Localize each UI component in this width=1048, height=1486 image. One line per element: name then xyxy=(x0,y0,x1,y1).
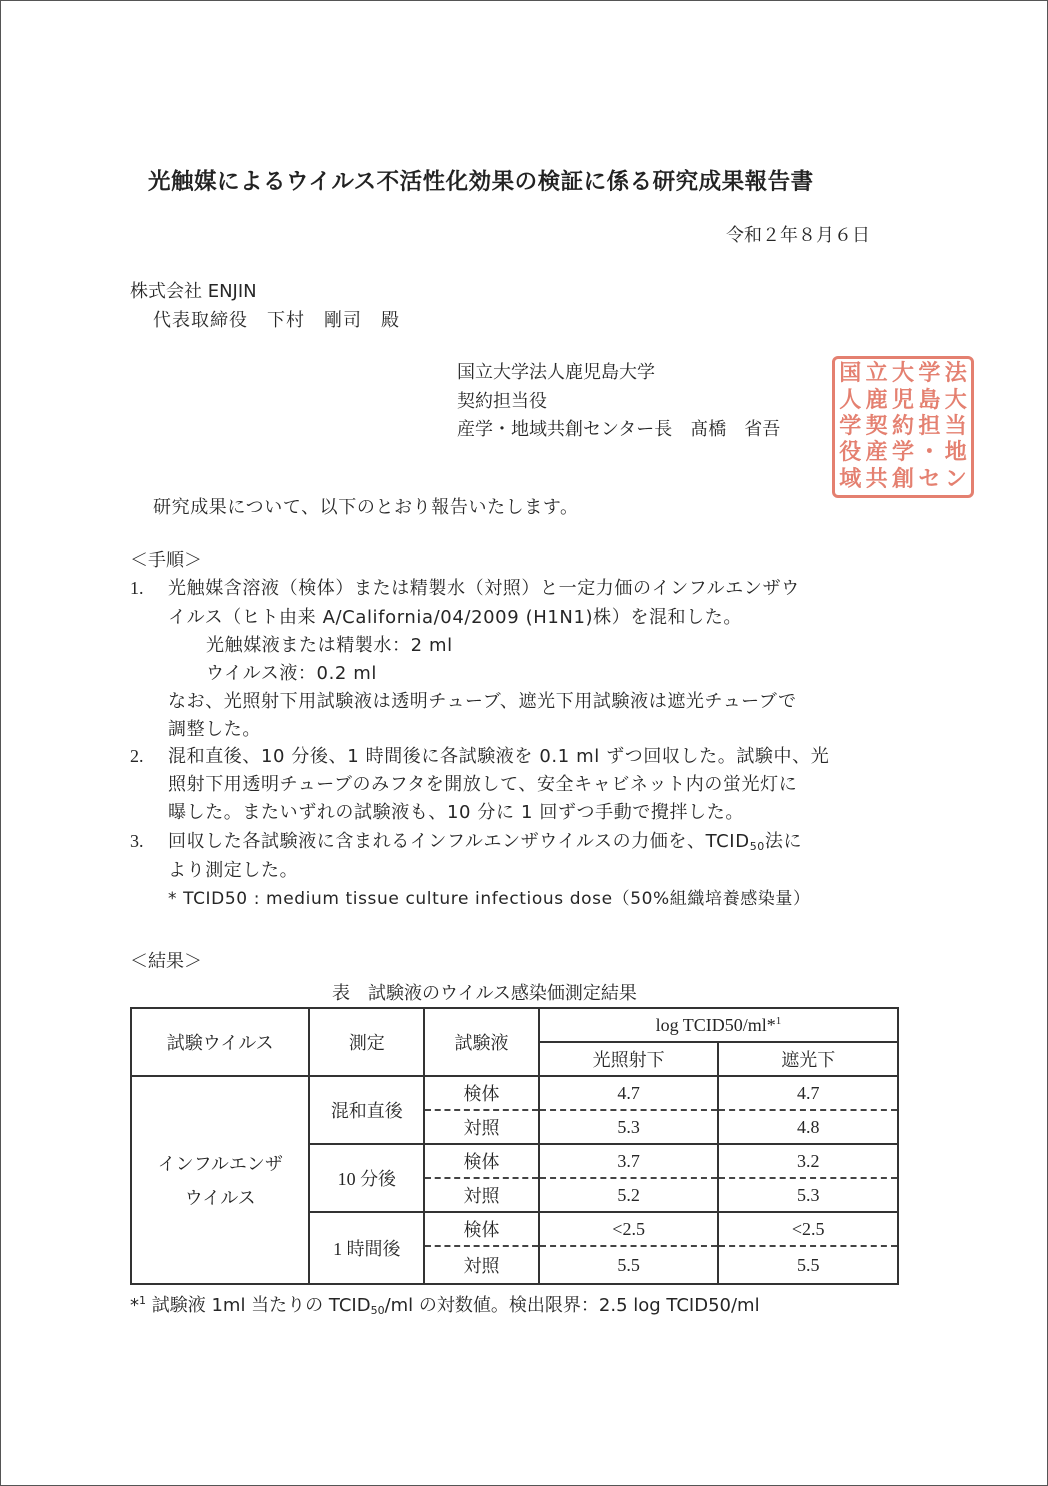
value-dark: 5.3 xyxy=(718,1178,898,1212)
header-light: 光照射下 xyxy=(539,1042,719,1076)
seal-glyph: 鹿 xyxy=(865,387,888,413)
table-footnote: *$^1$ 試験液 1ml 当たりの $TCID_{50}/ml$ の対数値。検出限界：2.5 log TCID50/ml xyxy=(130,1294,760,1317)
step-3-number: 3. xyxy=(130,831,144,851)
seal-glyph: セ xyxy=(918,466,941,492)
header-measure: 測定 xyxy=(309,1008,424,1076)
value-dark: 4.7 xyxy=(718,1076,898,1110)
seal-glyph: 担 xyxy=(918,413,941,439)
seal-glyph: 産 xyxy=(865,440,888,466)
step-1-sub-2: ウイルス液：0.2 ml xyxy=(206,663,378,684)
time-cell: 10 分後 xyxy=(309,1144,424,1212)
virus-name-line-2: ウイルス xyxy=(184,1188,256,1209)
value-light: 5.3 xyxy=(539,1110,719,1144)
sender-org: 国立大学法人鹿児島大学 xyxy=(457,362,655,383)
seal-glyph: 役 xyxy=(839,440,862,466)
step-2-line-1: 混和直後、10 分後、1 時間後に各試験液を 0.1 ml ずつ回収した。試験中、光 xyxy=(168,746,830,767)
table-caption: 表 試験液のウイルス感染価測定結果 xyxy=(332,983,637,1004)
step-2-line-2: 照射下用透明チューブのみフタを開放して、安全キャビネット内の蛍光灯に xyxy=(168,774,798,795)
seal-glyph: 人 xyxy=(839,387,862,413)
seal-glyph: ン xyxy=(944,466,967,492)
seal-glyph: 児 xyxy=(891,387,914,413)
header-liquid: 試験液 xyxy=(424,1008,539,1076)
seal-glyph: 大 xyxy=(891,361,914,387)
sample-cell: 対照 xyxy=(424,1246,539,1284)
virus-name-line-1: インフルエンザ xyxy=(157,1154,283,1175)
value-dark: <2.5 xyxy=(718,1212,898,1246)
value-light: 3.7 xyxy=(539,1144,719,1178)
step-2-number: 2. xyxy=(130,746,144,766)
value-light: 4.7 xyxy=(539,1076,719,1110)
addressee-company: 株式会社 ENJIN xyxy=(130,281,257,302)
seal-glyph: 学 xyxy=(839,413,862,439)
value-light: <2.5 xyxy=(539,1212,719,1246)
step-3-line-2: より測定した。 xyxy=(168,860,299,881)
value-dark: 5.5 xyxy=(718,1246,898,1284)
sample-cell: 検体 xyxy=(424,1076,539,1110)
seal-glyph: 法 xyxy=(944,361,967,387)
official-seal-stamp xyxy=(832,356,974,498)
sample-cell: 検体 xyxy=(424,1144,539,1178)
seal-glyph: 国 xyxy=(839,361,862,387)
results-heading: ＜結果＞ xyxy=(130,951,202,972)
seal-glyph: 契 xyxy=(865,413,888,439)
step-1-note-2: 調整した。 xyxy=(168,719,261,740)
report-title: 光触媒によるウイルス不活性化効果の検証に係る研究成果報告書 xyxy=(148,169,814,195)
addressee-person: 代表取締役 下村 剛司 殿 xyxy=(153,310,400,331)
sender-role: 契約担当役 xyxy=(457,391,547,412)
header-virus: 試験ウイルス xyxy=(131,1008,309,1076)
time-cell: 1 時間後 xyxy=(309,1212,424,1284)
seal-glyph: 立 xyxy=(865,361,888,387)
seal-glyph: 創 xyxy=(891,466,914,492)
value-light: 5.5 xyxy=(539,1246,719,1284)
seal-glyph: 学 xyxy=(918,361,941,387)
sample-cell: 対照 xyxy=(424,1178,539,1212)
virus-name-cell xyxy=(131,1076,309,1284)
tcid50-note: * TCID50 : medium tissue culture infectious dose（50%組織培養感染量） xyxy=(168,889,811,909)
step-1-sub-1: 光触媒液または精製水：2 ml xyxy=(206,635,453,656)
sample-cell: 対照 xyxy=(424,1110,539,1144)
value-light: 5.2 xyxy=(539,1178,719,1212)
step-1-note-1: なお、光照射下用試験液は透明チューブ、遮光下用試験液は遮光チューブで xyxy=(168,691,797,712)
step-1-line-2: イルス（ヒト由来 A/California/04/2009 (H1N1)株）を混和した。 xyxy=(168,607,742,628)
value-dark: 4.8 xyxy=(718,1110,898,1144)
step-1-line-1: 光触媒含溶液（検体）または精製水（対照）と一定力価のインフルエンザウ xyxy=(168,578,800,599)
step-3-line-1: 回収した各試験液に含まれるインフルエンザウイルスの力価を、$TCID_{50}$法に xyxy=(168,831,803,853)
value-dark: 3.2 xyxy=(718,1144,898,1178)
seal-glyph: 島 xyxy=(918,387,941,413)
step-2-line-3: 曝した。またいずれの試験液も、10 分に 1 回ずつ手動で攪拌した。 xyxy=(168,802,744,823)
seal-glyph: ・ xyxy=(918,440,941,466)
sender-name: 産学・地域共創センター長 髙橋 省吾 xyxy=(457,419,781,440)
sample-cell: 検体 xyxy=(424,1212,539,1246)
seal-glyph: 共 xyxy=(865,466,888,492)
seal-glyph: 約 xyxy=(891,413,914,439)
header-dark: 遮光下 xyxy=(718,1042,898,1076)
seal-glyph: 地 xyxy=(944,440,967,466)
seal-glyph: 域 xyxy=(839,466,862,492)
step-1-number: 1. xyxy=(130,578,144,598)
results-table xyxy=(130,1007,899,1285)
intro-text: 研究成果について、以下のとおり報告いたします。 xyxy=(153,497,579,518)
time-cell: 混和直後 xyxy=(309,1076,424,1144)
report-date: 令和２年８月６日 xyxy=(726,225,870,246)
seal-glyph: 学 xyxy=(891,440,914,466)
seal-glyph: 当 xyxy=(944,413,967,439)
procedure-heading: ＜手順＞ xyxy=(130,550,202,571)
header-unit: log TCID50/ml*$^1$ xyxy=(539,1008,898,1042)
seal-glyph: 大 xyxy=(944,387,967,413)
